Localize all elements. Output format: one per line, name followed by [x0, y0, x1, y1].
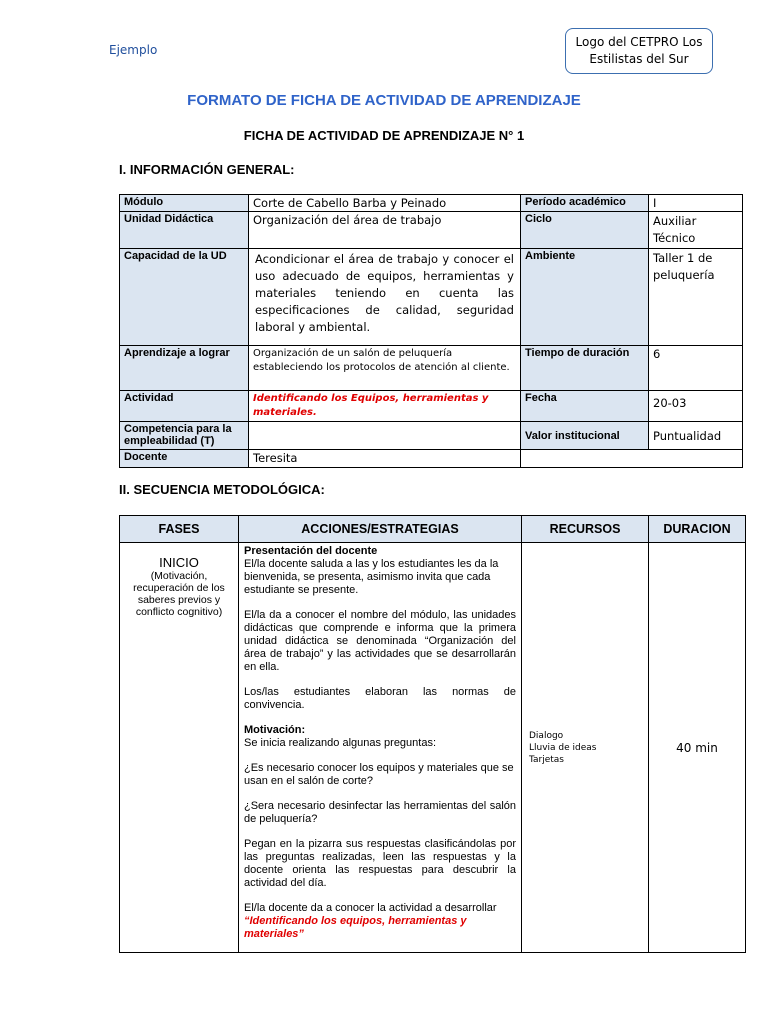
- document-subtitle: FICHA DE ACTIVIDAD DE APRENDIZAJE N° 1: [243, 128, 525, 143]
- acciones-heading-motivacion: Motivación:: [244, 724, 306, 736]
- acciones-paragraph: ¿Sera necesario desinfectar las herramientas del salón de peluquería?: [244, 800, 516, 825]
- capacidad-label: Capacidad de la UD: [120, 249, 249, 346]
- acciones-paragraph: Los/las estudiantes elaboran las normas de convivencia.: [244, 686, 516, 711]
- recurso-item: Lluvia de ideas: [529, 742, 597, 753]
- acciones-paragraph: Se inicia realizando algunas preguntas:: [244, 737, 437, 749]
- capacidad-value: Acondicionar el área de trabajo y conocer el uso adecuado de equipos, herramientas y materiales teniendo en cuenta las especificaciones de calidad, seguridad laboral y ambiental.: [249, 249, 521, 346]
- valor-value: Puntualidad: [649, 422, 743, 450]
- fase-description: (Motivación, recuperación de los saberes previos y conflicto cognitivo): [133, 570, 225, 618]
- ambiente-value: Taller 1 de peluquería: [649, 249, 743, 346]
- col-header-recursos: RECURSOS: [522, 516, 649, 543]
- tiempo-label: Tiempo de duración: [521, 346, 649, 391]
- fecha-value: 20-03: [649, 391, 743, 422]
- recurso-item: Dialogo: [529, 730, 564, 741]
- aprendizaje-value: Organización de un salón de peluquería estableciendo los protocolos de atención al cliente.: [249, 346, 521, 391]
- acciones-paragraph: ¿Es necesario conocer los equipos y materiales que se usan en el salón de corte?: [244, 762, 514, 787]
- acciones-heading-presentacion: Presentación del docente: [244, 545, 378, 557]
- document-title: FORMATO DE FICHA DE ACTIVIDAD DE APRENDIZAJE: [187, 92, 581, 109]
- acciones-activity-highlight: “Identificando los equipos, herramientas y materiales”: [244, 915, 467, 940]
- col-header-fases: FASES: [120, 516, 239, 543]
- ambiente-label: Ambiente: [521, 249, 649, 346]
- section-methodology-title: II. SECUENCIA METODOLÓGICA:: [119, 482, 325, 497]
- competencia-label: Competencia para la empleabilidad (T): [120, 422, 249, 450]
- logo-placeholder: [565, 28, 713, 74]
- example-label: Ejemplo: [109, 43, 158, 57]
- competencia-value: [249, 422, 521, 450]
- docente-value: Teresita: [249, 450, 521, 468]
- acciones-paragraph: El/la docente da a conocer la actividad a desarrollar: [244, 902, 497, 914]
- fase-cell: [120, 543, 239, 953]
- unidad-value: Organización del área de trabajo: [249, 212, 521, 249]
- logo-text-line1: Logo del CETPRO Los: [575, 35, 703, 49]
- fase-name: INICIO: [159, 555, 199, 570]
- unidad-label: Unidad Didáctica: [120, 212, 249, 249]
- aprendizaje-label: Aprendizaje a lograr: [120, 346, 249, 391]
- ciclo-label: Ciclo: [521, 212, 649, 249]
- fecha-label: Fecha: [521, 391, 649, 422]
- acciones-paragraph: El/la da a conocer el nombre del módulo, las unidades didácticas que comprende e informa que la primera unidad didáctica se denominada “Organización del área de trabajo” y las actividades que se desarrollarán en ella.: [244, 609, 516, 673]
- docente-label: Docente: [120, 450, 249, 468]
- actividad-value: Identificando los Equipos, herramientas y materiales.: [249, 391, 521, 422]
- periodo-label: Período académico: [521, 195, 649, 212]
- acciones-paragraph: El/la docente saluda a las y los estudiantes les da la bienvenida, se presenta, asimismo invita que cada estudiante se presente.: [244, 558, 499, 596]
- acciones-paragraph: Pegan en la pizarra sus respuestas clasificándolas por las preguntas realizadas, leen las respuestas y la docente orienta las respuestas para descubrir la actividad del día.: [244, 838, 516, 889]
- logo-text-line2: Estilistas del Sur: [589, 52, 689, 66]
- valor-label: Valor institucional: [521, 422, 649, 450]
- recursos-cell: [522, 543, 649, 953]
- docente-empty-cell: [521, 450, 743, 468]
- methodology-table: [119, 515, 746, 953]
- recurso-item: Tarjetas: [529, 754, 564, 765]
- modulo-value: Corte de Cabello Barba y Peinado: [249, 195, 521, 212]
- col-header-duracion: DURACION: [649, 516, 746, 543]
- tiempo-value: 6: [649, 346, 743, 391]
- ciclo-value: Auxiliar Técnico: [649, 212, 743, 249]
- actividad-label: Actividad: [120, 391, 249, 422]
- general-info-table: [119, 194, 743, 468]
- periodo-value: I: [649, 195, 743, 212]
- acciones-cell: [239, 543, 522, 953]
- section-general-info-title: I. INFORMACIÓN GENERAL:: [119, 162, 295, 177]
- col-header-acciones: ACCIONES/ESTRATEGIAS: [239, 516, 522, 543]
- duracion-cell: 40 min: [649, 543, 746, 953]
- modulo-label: Módulo: [120, 195, 249, 212]
